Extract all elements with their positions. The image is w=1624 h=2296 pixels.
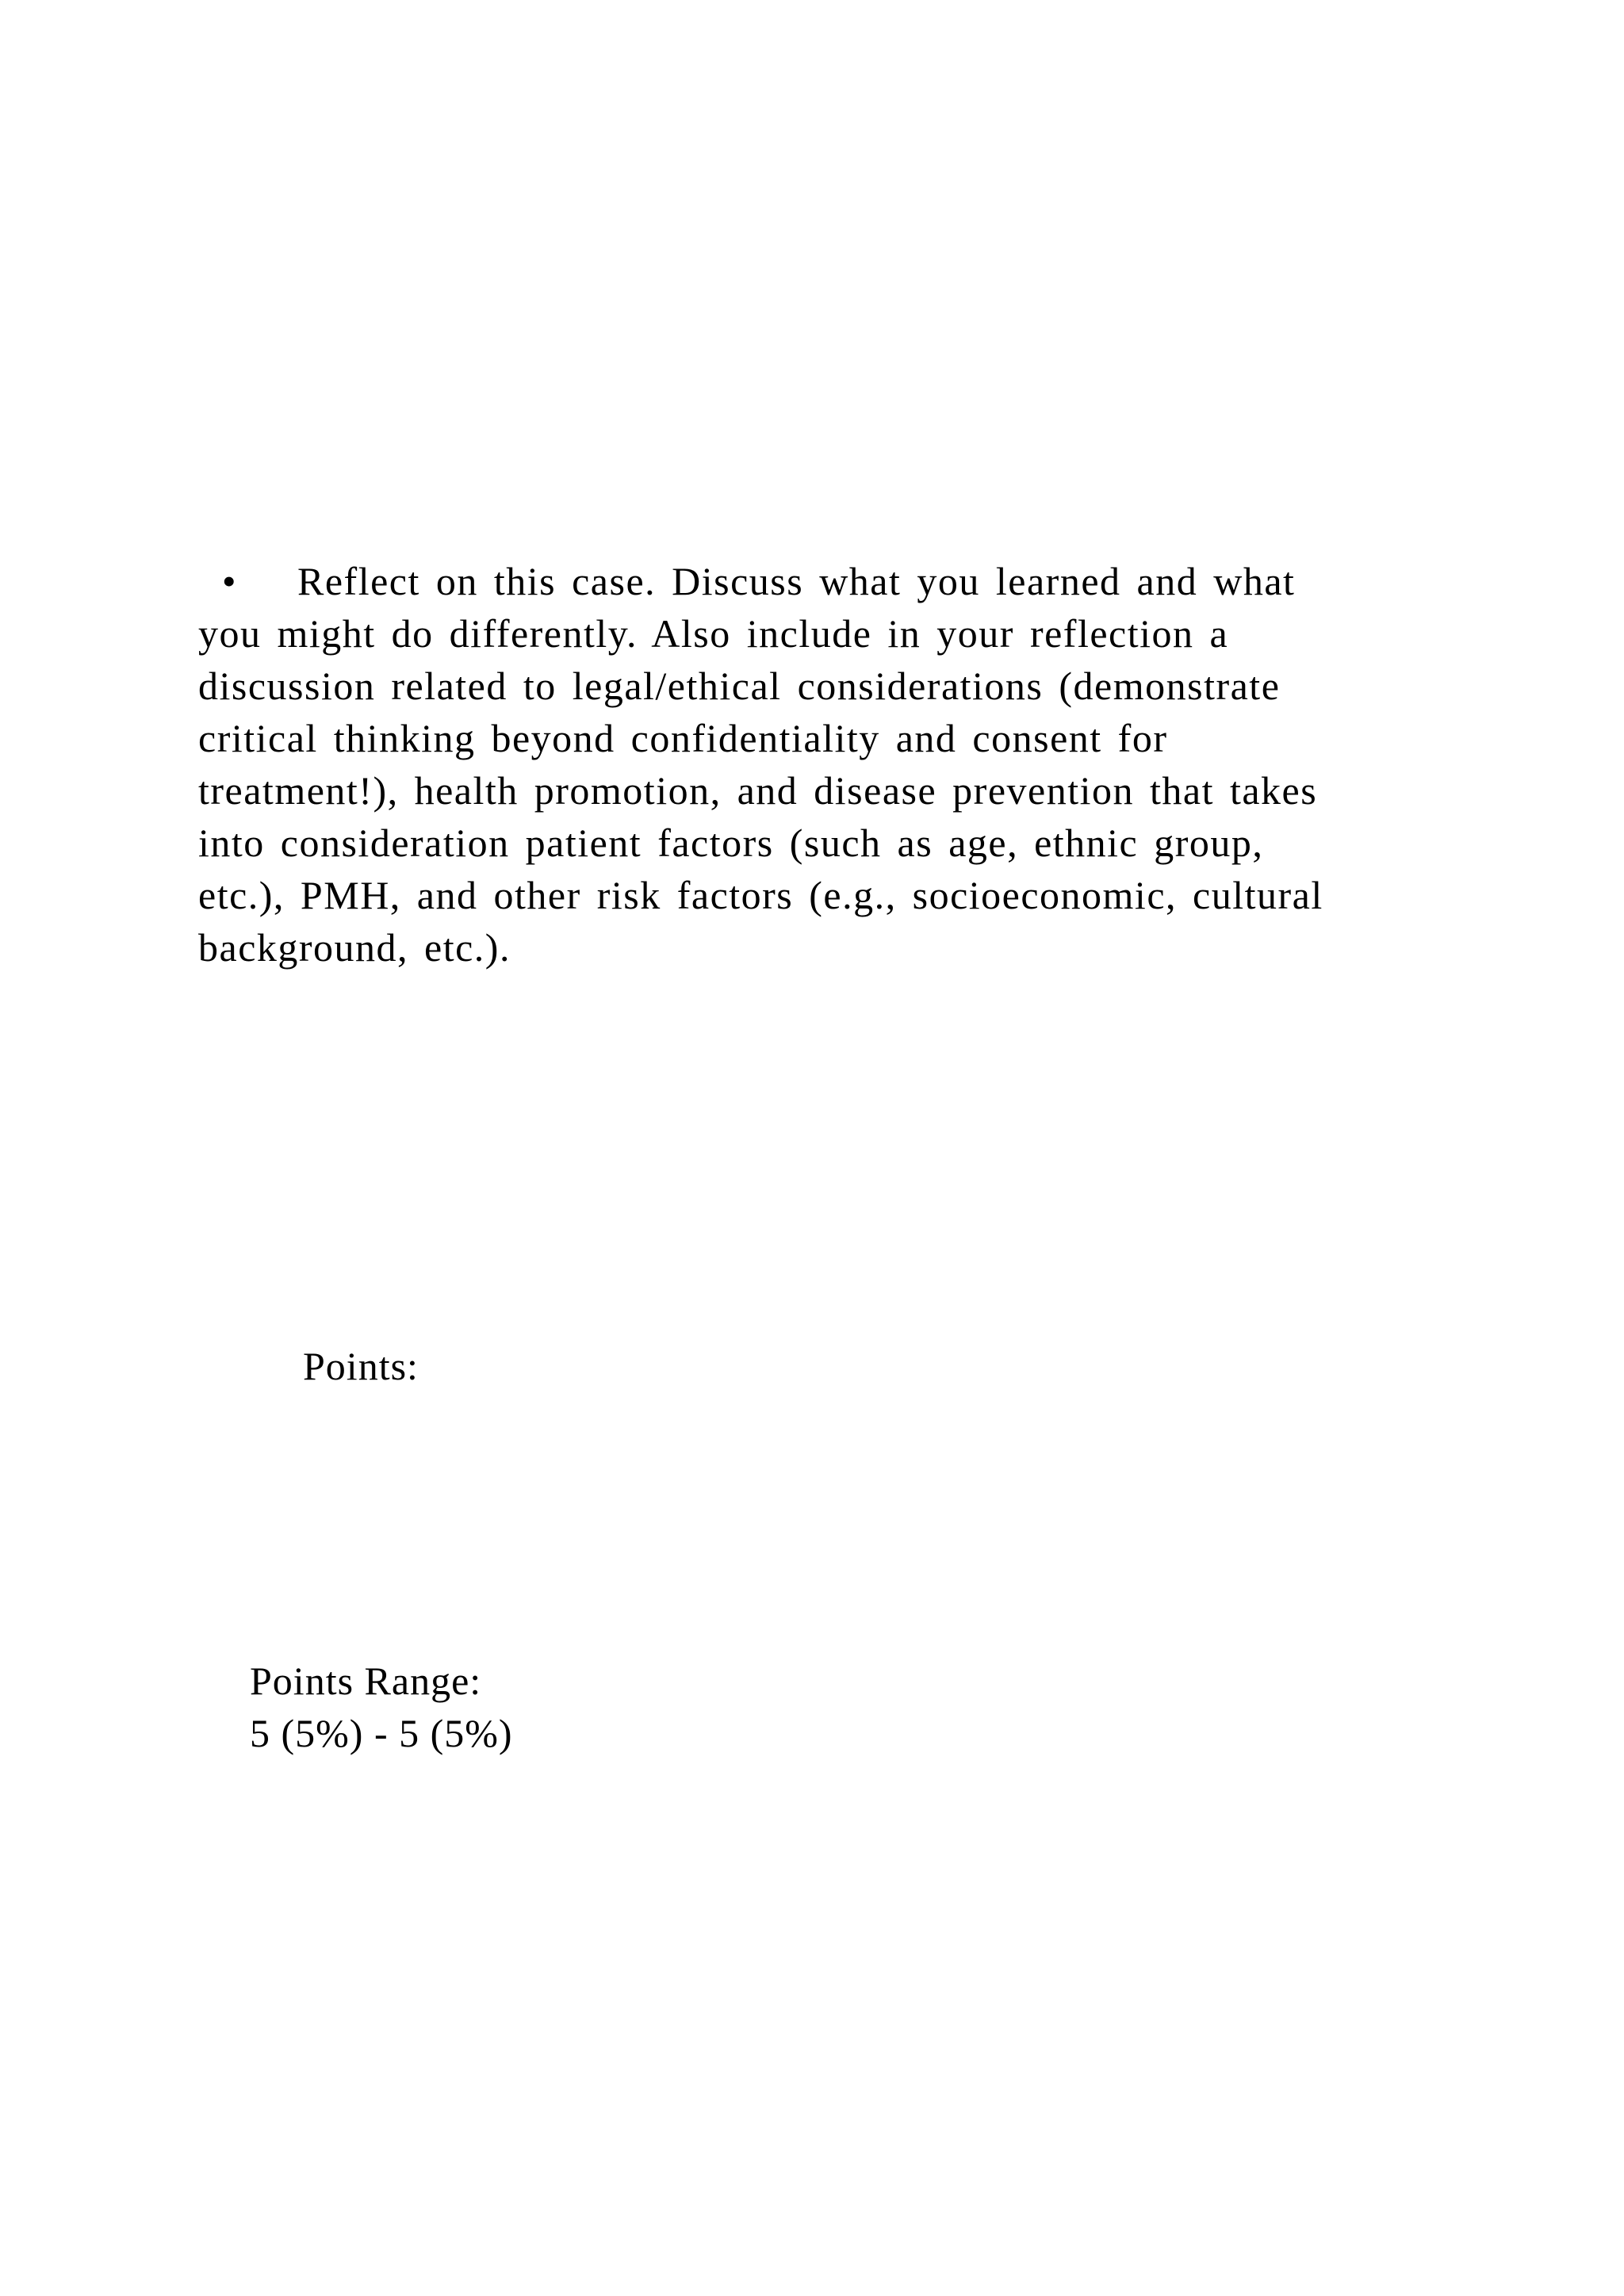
points-range-value: 5 (5%) - 5 (5%) [250, 1711, 513, 1755]
points-range-label: Points Range: [250, 1659, 482, 1703]
reflection-line-3: discussion related to legal/ethical considerations (demonstrate [198, 664, 1281, 708]
reflection-line-4: critical thinking beyond confidentiality and consent for [198, 716, 1168, 760]
points-range [250, 1655, 513, 1759]
reflection-instructions [198, 555, 1435, 974]
reflection-line-7: etc.), PMH, and other risk factors (e.g., socioeconomic, cultural [198, 873, 1323, 917]
reflection-line-5: treatment!), health promotion, and disease prevention that takes [198, 768, 1318, 813]
reflection-line-1 [198, 555, 1435, 607]
bullet-icon: • [222, 559, 238, 603]
points-label: Points: [303, 1344, 419, 1388]
reflection-line-2: you might do differently. Also include in your reflection a [198, 611, 1229, 656]
reflection-text: Reflect on this case. Discuss what you learned and what [297, 559, 1296, 603]
reflection-line-8: background, etc.). [198, 925, 511, 970]
reflection-line-6: into consideration patient factors (such as age, ethnic group, [198, 821, 1264, 865]
